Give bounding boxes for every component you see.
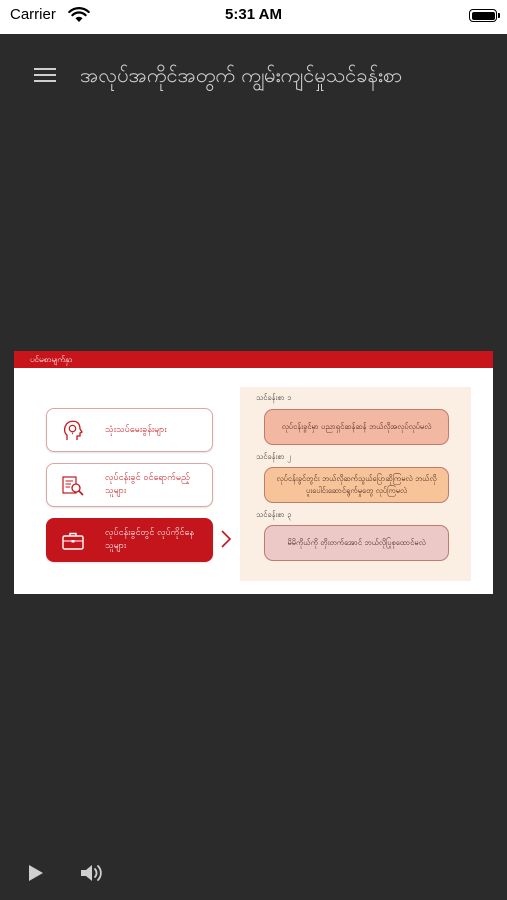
battery-icon <box>469 9 497 22</box>
lesson-item[interactable]: လုပ်ငန်းခွင်မှာ ပညာရှင်ဆန်ဆန် ဘယ်လိုအလုပ်လုပ်မလဲ <box>264 409 449 445</box>
lesson-item[interactable]: မိမိကိုယ်ကို တိုးတက်အောင် ဘယ်လိုပြုစုထောင်မလဲ <box>264 525 449 561</box>
clock: 5:31 AM <box>225 6 282 23</box>
chevron-right-icon <box>220 529 232 549</box>
menu-button-job-seekers[interactable] <box>46 463 213 507</box>
status-bar <box>0 0 507 34</box>
lesson-label: သင်ခန်းစာ ၂ <box>256 452 291 461</box>
lesson-item[interactable]: လုပ်ငန်းခွင်တွင်း ဘယ်လိုဆက်သွယ်ပြောဆိုကြမလဲ ဘယ်လို ပူးပေါင်းဆောင်ရွက်မှုတွေ လုပ်ကြမလဲ <box>264 467 449 503</box>
head-lightbulb-icon <box>61 419 85 443</box>
play-icon[interactable] <box>27 864 45 882</box>
lesson-label: သင်ခန်းစာ ၁ <box>256 393 292 402</box>
menu-button-employed[interactable] <box>46 518 213 562</box>
menu-button-label: လုပ်ငန်းခွင် ဝင်ရောက်မည့်သူများ <box>105 473 190 496</box>
lesson-label: သင်ခန်းစာ ၃ <box>256 510 292 519</box>
slide-header-title: ပင်မစာမျက်နှာ <box>30 355 73 364</box>
lessons-panel <box>240 387 471 581</box>
carrier-label: Carrier <box>10 6 56 23</box>
lesson-slide <box>14 351 493 594</box>
menu-button-reflection[interactable] <box>46 408 213 452</box>
nav-bar <box>0 34 507 114</box>
menu-button-label: လုပ်ငန်းခွင်တွင် လုပ်ကိုင်နေသူများ <box>105 528 195 551</box>
search-document-icon <box>61 474 85 498</box>
briefcase-icon <box>61 529 85 553</box>
volume-icon[interactable] <box>79 862 105 884</box>
hamburger-menu-icon[interactable] <box>34 68 56 82</box>
page-title: အလုပ်အကိုင်အတွက် ကျွမ်းကျင်မှုသင်ခန်းစာ <box>80 63 403 87</box>
menu-button-label: သုံးသပ်မေးခွန်းများ <box>105 425 167 435</box>
slide-header <box>14 351 493 368</box>
